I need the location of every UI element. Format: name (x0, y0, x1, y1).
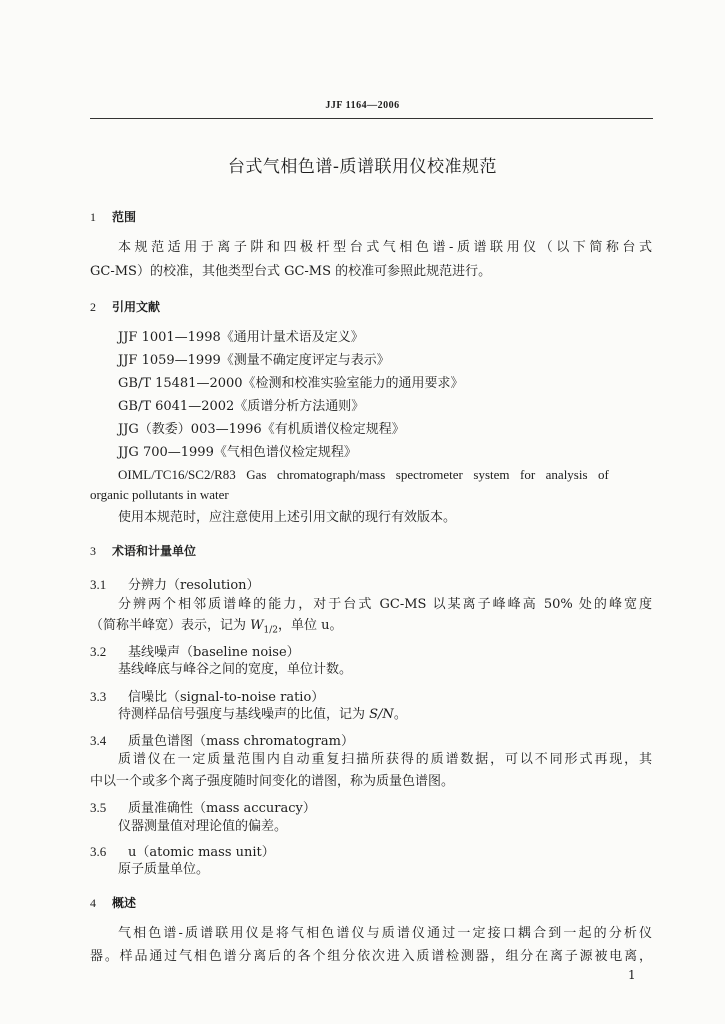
term-title: 分辨力（resolution） (128, 578, 260, 593)
term-text: ，单位 u。 (278, 618, 343, 633)
page-number: 1 (628, 968, 636, 982)
term-title: 质量准确性（mass accuracy） (128, 801, 316, 816)
section-number: 2 (90, 300, 96, 314)
term-text: （简称半峰宽）表示，记为 (90, 618, 251, 633)
section-heading-terms (90, 542, 196, 559)
standard-code: JJF 1164—2006 (325, 100, 400, 111)
term-body-line: 原子质量单位。 (118, 862, 210, 877)
reference-item: JJG 700—1999《气相色谱仪检定规程》 (118, 445, 357, 460)
term-symbol-subscript: 1/2 (263, 625, 278, 636)
reference-item: GB/T 15481—2000《检测和校准实验室能力的通用要求》 (118, 376, 464, 391)
section-heading-scope (90, 208, 136, 225)
term-heading (90, 797, 316, 816)
term-heading (90, 841, 275, 860)
term-body-line: 中以一个或多个离子强度随时间变化的谱图，称为质量色谱图。 (90, 774, 455, 789)
reference-item-oiml: OIML/TC16/SC2/R83 Gas chromatograph/mass spectrometer system for analysis of (118, 467, 609, 482)
section-title: 术语和计量单位 (112, 544, 197, 558)
reference-item: GB/T 6041—2002《质谱分析方法通则》 (118, 399, 365, 414)
section-heading-references (90, 298, 160, 315)
term-body-line: 分辨两个相邻质谱峰的能力，对于台式 GC-MS 以某离子峰峰高 50% 处的峰宽度 (118, 597, 652, 612)
section-number: 4 (90, 896, 96, 910)
overview-line-2: 器。样品通过气相色谱分离后的各个组分依次进入质谱检测器，组分在离子源被电离， (90, 949, 652, 964)
document-title: 台式气相色谱-质谱联用仪校准规范 (227, 157, 498, 177)
term-body-line: 仪器测量值对理论值的偏差。 (118, 819, 288, 834)
term-number: 3.2 (90, 644, 107, 659)
term-heading (90, 686, 324, 705)
term-title: 基线噪声（baseline noise） (128, 645, 300, 660)
term-number: 3.1 (90, 577, 107, 592)
scope-line-1: 本规范适用于离子阱和四极杆型台式气相色谱-质谱联用仪（以下简称台式 (118, 240, 652, 255)
section-title: 范围 (112, 210, 137, 224)
references-note: 使用本规范时，应注意使用上述引用文献的现行有效版本。 (118, 510, 457, 525)
section-heading-overview (90, 894, 136, 911)
section-number: 3 (90, 544, 96, 558)
term-body-line: 基线峰底与峰谷之间的宽度，单位计数。 (118, 662, 353, 677)
reference-item: JJF 1001—1998《通用计量术语及定义》 (118, 330, 364, 345)
term-number: 3.4 (90, 733, 107, 748)
term-number: 3.6 (90, 844, 107, 859)
reference-item: JJG（教委）003—1996《有机质谱仪检定规程》 (118, 422, 405, 437)
term-body-line: 质谱仪在一定质量范围内自动重复扫描所获得的质谱数据，可以不同形式再现，其 (118, 752, 652, 767)
scope-line-2: GC-MS）的校准，其他类型台式 GC-MS 的校准可参照此规范进行。 (90, 264, 492, 279)
term-heading (90, 730, 354, 749)
section-number: 1 (90, 210, 96, 224)
term-text: 。 (393, 707, 407, 722)
term-body-line (118, 707, 407, 723)
section-title: 概述 (112, 896, 137, 910)
section-title: 引用文献 (112, 300, 161, 314)
term-heading (90, 574, 260, 593)
term-number: 3.3 (90, 689, 107, 704)
reference-item: JJF 1059—1999《测量不确定度评定与表示》 (118, 353, 390, 368)
term-title: 信噪比（signal-to-noise ratio） (128, 690, 325, 705)
overview-line-1: 气相色谱-质谱联用仪是将气相色谱仪与质谱仪通过一定接口耦合到一起的分析仪 (118, 926, 652, 941)
reference-item-oiml-continued: organic pollutants in water (90, 487, 229, 502)
term-title: u（atomic mass unit） (128, 845, 275, 860)
term-text: 待测样品信号强度与基线噪声的比值，记为 (118, 707, 370, 722)
term-heading (90, 641, 300, 660)
term-number: 3.5 (90, 800, 107, 815)
term-body-line (90, 618, 343, 639)
term-title: 质量色谱图（mass chromatogram） (128, 734, 354, 749)
header-rule (90, 118, 653, 119)
term-symbol: S/N (369, 707, 394, 722)
term-symbol: W (250, 618, 264, 633)
